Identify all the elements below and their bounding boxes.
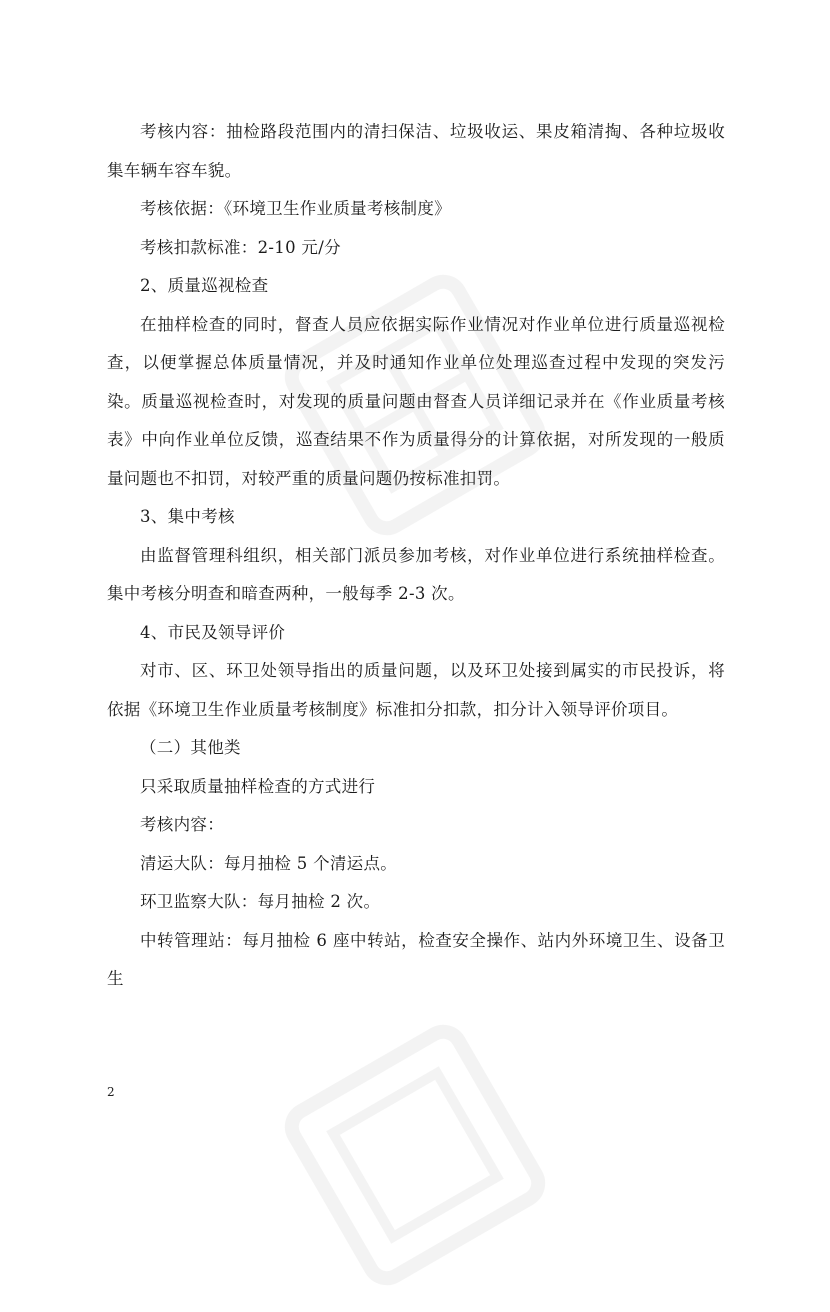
heading-centralized-assessment: 3、集中考核	[140, 507, 235, 526]
paragraph-sampling-only: 只采取质量抽样检查的方式进行	[140, 776, 376, 796]
paragraph-assessment-basis: 考核依据：《环境卫生作业质量考核制度》	[140, 199, 451, 218]
page-number: 2	[107, 1085, 115, 1099]
paragraph-cleanup-team: 清运大队：每月抽检 5 个清运点。	[140, 853, 398, 873]
paragraph-assessment-content: 考核内容：抽检路段范围内的清扫保洁、垃圾收运、果皮箱清掏、各种垃圾收集车辆车容车貌。	[107, 122, 725, 180]
paragraph-centralized-assessment: 由监督管理科组织，相关部门派员参加考核，对作业单位进行系统抽样检查。集中考核分明查和暗查两种，一般每季 2-3 次。	[107, 545, 725, 603]
watermark-logo-bottom	[258, 998, 572, 1312]
paragraph-patrol-inspection: 在抽样检查的同时，督查人员应依据实际作业情况对作业单位进行质量巡视检查，以便掌握总体质量情况，并及时通知作业单位处理巡查过程中发现的突发污染。质量巡视检查时，对发现的质量问题由督查人员详细记录并在《作业质量考核表》中向作业单位反馈，巡查结果不作为质量得分的计算依据，对所发现的一般质量问题也不扣罚，对较严重的质量问题仍按标准扣罚。	[107, 314, 725, 488]
heading-other-category: （二）其他类	[140, 738, 241, 757]
paragraph-sanitation-inspection-team: 环卫监察大队：每月抽检 2 次。	[140, 892, 381, 911]
heading-patrol-inspection: 2、质量巡视检查	[140, 276, 269, 295]
document-body	[107, 113, 725, 999]
paragraph-assessment-content-label: 考核内容：	[140, 815, 224, 834]
paragraph-deduction-standard: 考核扣款标准：2-10 元/分	[140, 237, 341, 257]
paragraph-citizen-leader-evaluation: 对市、区、环卫处领导指出的质量问题，以及环卫处接到属实的市民投诉，将依据《环境卫生作业质量考核制度》标准扣分扣款，扣分计入领导评价项目。	[107, 661, 725, 719]
paragraph-transfer-station: 中转管理站：每月抽检 6 座中转站，检查安全操作、站内外环境卫生、设备卫生	[107, 930, 725, 988]
heading-citizen-leader-evaluation: 4、市民及领导评价	[140, 622, 286, 642]
